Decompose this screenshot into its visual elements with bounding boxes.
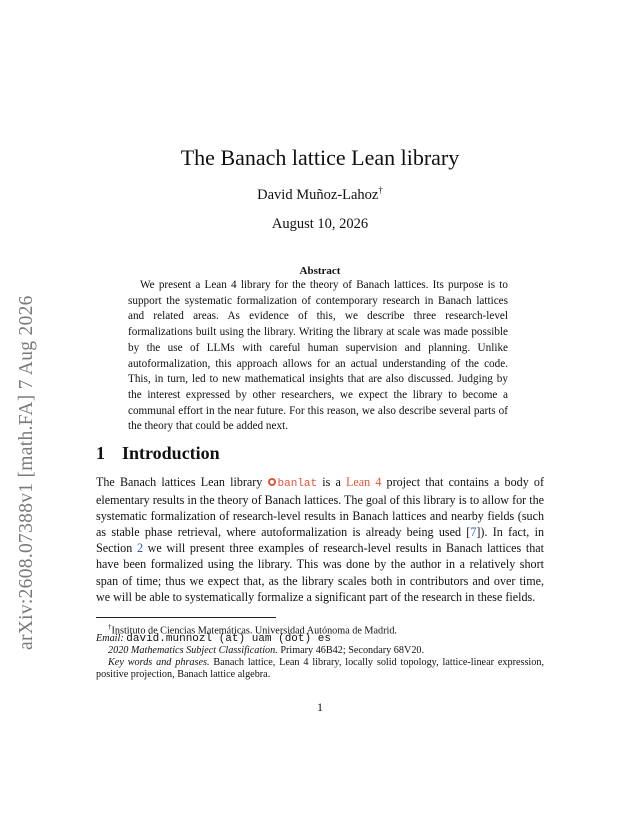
intro-paragraph: [96, 474, 544, 605]
author-mark: †: [378, 185, 383, 195]
date: August 10, 2026: [271, 216, 369, 232]
section-title: Introduction: [122, 443, 220, 463]
abstract-text: We present a Lean 4 library for the theory of Banach lattices. Its purpose is to support the systematic formalization of contemporary research in Banach lattices and related areas. As evidence of this, we describe three research-level formalizations built using the library. Writing the library at scale was made possible by the use of LLMs with careful human supervision and planning. Unlike autoformalization, this approach allows for an actual understanding of the code. This, in turn, led to new mathematical insights that are also discussed. Judging by the interest expressed by other researchers, we expect the library to become a communal effort in the near future. For this reason, we also describe several parts of the theory that could be added next.: [128, 279, 508, 433]
github-icon: [268, 478, 276, 486]
keywords-label: Key words and phrases.: [108, 657, 210, 668]
email-address: david.munnozl (at) uam (dot) es: [126, 633, 331, 645]
footnote-email: [96, 633, 544, 645]
page-number: 1: [317, 700, 323, 714]
intro-text-e: we will present three examples of research-level results in Banach lattices that have been formalized using the library. This was done by the author in a relatively short span of time; thus we expect that, as the library scales both in contributors and over time, we will be able to systematically formalize a significant part of the research in these fields.: [96, 541, 544, 604]
intro-text-b: is a: [317, 475, 347, 489]
footnote-rule: [96, 617, 276, 618]
section-ref-link[interactable]: 2: [136, 541, 143, 556]
section-number: 1: [96, 443, 105, 463]
affiliation-text: Instituto de Ciencias Matemáticas. Universidad Autónoma de Madrid.: [111, 625, 397, 637]
repo-link-label: banlat: [277, 478, 318, 490]
footnote-keywords: [96, 657, 544, 681]
affiliation-mark: †: [108, 623, 112, 631]
author: [0, 185, 640, 204]
repo-link[interactable]: [268, 475, 318, 489]
section-heading: [96, 443, 220, 464]
arxiv-identifier: arXiv:2608.07388v1 [math.FA] 7 Aug 2026: [16, 295, 37, 650]
intro-text-c: project that contains a body of elementary results in the theory of Banach lattices. The goal of this library is to allow for the systematic formalization of research-level results in Banach lattices and nearby fields (such as stable phase retrieval, where autoformalization is already being used [: [96, 475, 544, 540]
msc-label: 2020 Mathematics Subject Classification.: [108, 645, 278, 656]
author-name: David Muñoz-Lahoz: [257, 186, 379, 203]
lean-link[interactable]: Lean 4: [346, 475, 382, 489]
footnote-msc: [108, 645, 548, 657]
intro-text-a: The Banach lattices Lean library: [96, 475, 268, 489]
intro-text-d: ]). In fact, in Section: [96, 525, 544, 556]
msc-text: Primary 46B42; Secondary 68V20.: [280, 645, 425, 656]
abstract-heading: Abstract: [299, 265, 341, 277]
citation-link[interactable]: 7: [470, 525, 477, 540]
email-label: Email:: [96, 633, 124, 644]
keywords-text: Banach lattice, Lean 4 library, locally solid topology, lattice-linear expression, positive projection, Banach lattice algebra.: [96, 657, 544, 681]
paper-title: The Banach lattice Lean library: [180, 145, 460, 170]
